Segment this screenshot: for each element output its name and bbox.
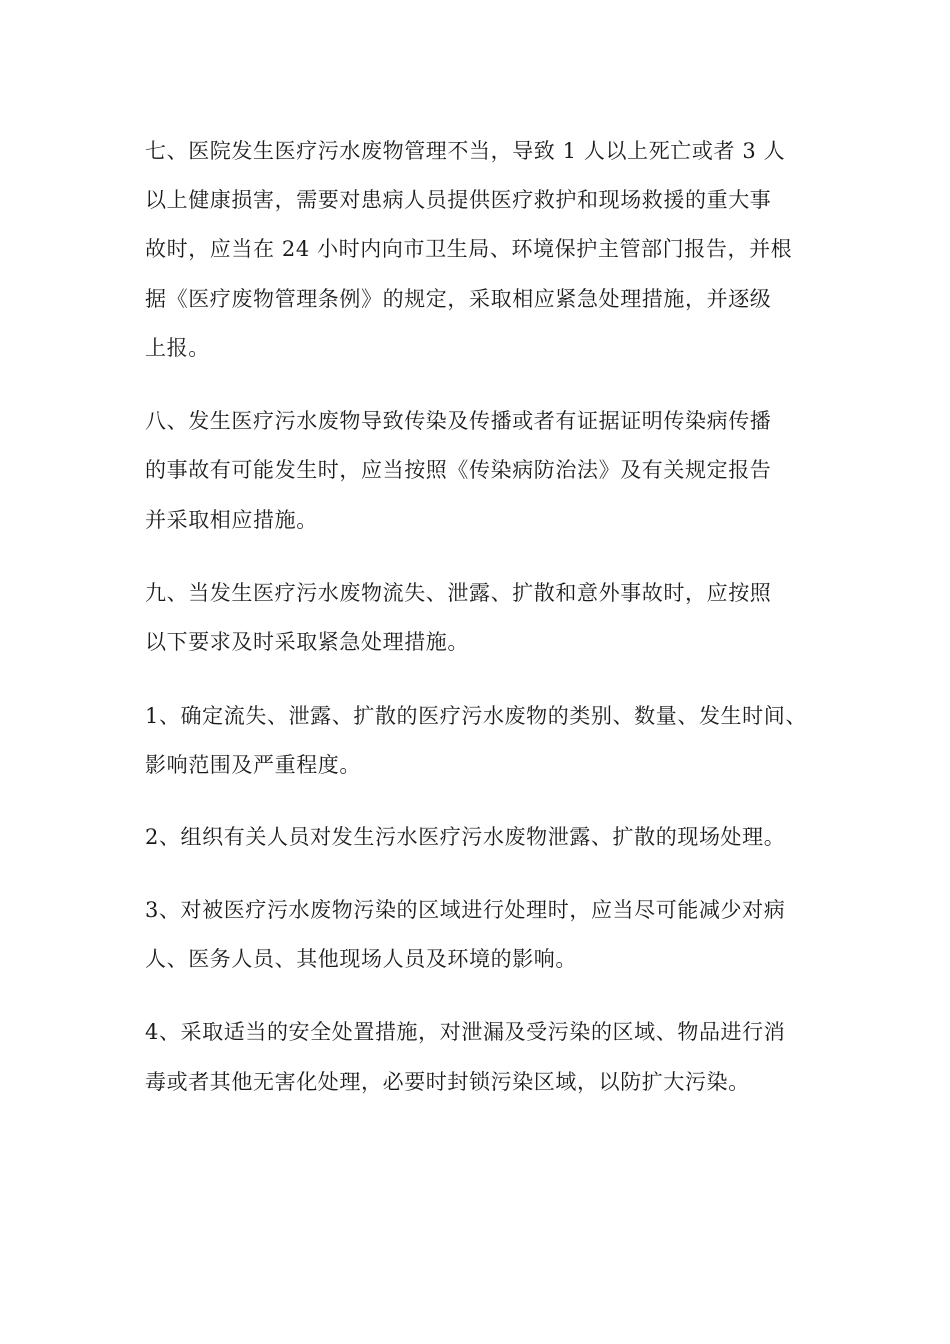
paragraph-line: 的事故有可能发生时，应当按照《传染病防治法》及有关规定报告 <box>145 458 772 482</box>
paragraph-line: 并采取相应措施。 <box>145 508 318 532</box>
paragraph-line: 以上健康损害，需要对患病人员提供医疗救护和现场救援的重大事 <box>145 188 772 212</box>
paragraph-line: 故时，应当在 24 小时内向市卫生局、环境保护主管部门报告，并根 <box>145 237 793 261</box>
paragraph-line: 1、确定流失、泄露、扩散的医疗污水废物的类别、数量、发生时间、 <box>145 704 807 728</box>
paragraph-line: 据《医疗废物管理条例》的规定，采取相应紧急处理措施，并逐级 <box>145 287 772 311</box>
paragraph-line: 影响范围及严重程度。 <box>145 753 361 777</box>
paragraph-line: 八、发生医疗污水废物导致传染及传播或者有证据证明传染病传播 <box>145 409 772 433</box>
paragraph-line: 4、采取适当的安全处置措施，对泄漏及受污染的区域、物品进行消 <box>145 1020 786 1044</box>
paragraph-line: 九、当发生医疗污水废物流失、泄露、扩散和意外事故时，应按照 <box>145 581 772 605</box>
paragraph-line: 毒或者其他无害化处理，必要时封锁污染区域，以防扩大污染。 <box>145 1070 750 1094</box>
paragraph-line: 以下要求及时采取紧急处理措施。 <box>145 630 469 654</box>
paragraph-line: 人、医务人员、其他现场人员及环境的影响。 <box>145 947 577 971</box>
paragraph-line: 七、医院发生医疗污水废物管理不当，导致 1 人以上死亡或者 3 人 <box>145 139 786 163</box>
paragraph-line: 上报。 <box>145 336 210 360</box>
paragraph-line: 2、组织有关人员对发生污水医疗污水废物泄露、扩散的现场处理。 <box>145 825 786 849</box>
paragraph-line: 3、对被医疗污水废物污染的区域进行处理时，应当尽可能减少对病 <box>145 898 786 922</box>
